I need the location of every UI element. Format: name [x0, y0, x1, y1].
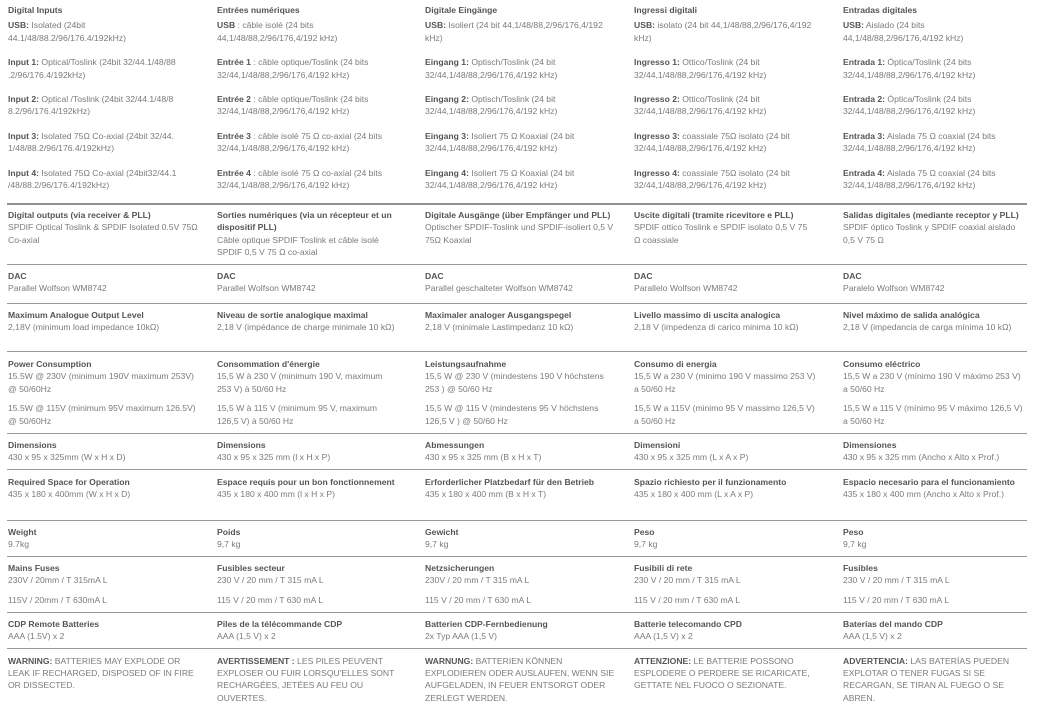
- dac-fr: [217, 270, 399, 295]
- section-value: 2,18 V (minimale Lastimpedanz 10 kΩ): [425, 322, 574, 333]
- input-spec: [634, 19, 816, 44]
- input-spec: [843, 130, 1027, 155]
- section-value: 230 V / 20 mm / T 315 mA L: [634, 575, 741, 586]
- input-label: Eingang 2:: [425, 94, 469, 105]
- input-label: Entrada 2:: [843, 94, 886, 105]
- section-divider: [7, 469, 1027, 470]
- required-space-fr: [217, 476, 399, 501]
- remote-batteries-de: [425, 618, 615, 643]
- section-value: 15,5 W a 115 V (mínimo 95 V máximo 126,5 V) a 50/60 Hz: [843, 403, 1023, 426]
- input-label: USB:: [8, 20, 30, 31]
- input-spec: [425, 167, 615, 192]
- input-value: coassiale 75Ω isolato (24 bit 32/44,1/48/88,2/96/176,4/192 kHz): [634, 130, 790, 154]
- section-heading: Nivel máximo de salida analógica: [843, 310, 980, 320]
- section-heading: DAC: [217, 271, 236, 281]
- weight-en: [8, 526, 198, 551]
- input-value: Optical /Toslink (24bit 32/44.1/48/8 8.2/96/176.4/192kHz): [8, 94, 174, 117]
- section-heading: DAC: [634, 271, 653, 281]
- power-consumption-fr: [217, 358, 399, 427]
- section-value: 435 x 180 x 400 mm (Ancho x Alto x Prof.): [843, 489, 1004, 500]
- section-heading: Digital outputs (via receiver & PLL): [8, 210, 151, 220]
- section-heading: Entrées numériques: [217, 5, 300, 15]
- input-label: Eingang 4:: [425, 167, 469, 178]
- section-value: 230V / 20 mm / T 315 mA L: [425, 575, 530, 586]
- section-value: 2,18V (minimum load impedance 10kΩ): [8, 322, 160, 333]
- input-value: Óptica/Toslink (24 bits 32/44,1/48/88,2/96/176,4/192 kHz): [843, 57, 976, 80]
- section-heading: Peso: [843, 527, 864, 537]
- warning-label: ADVERTENCIA:: [843, 656, 908, 666]
- section-heading: Uscite digitali (tramite ricevitore e PLL): [634, 210, 794, 220]
- input-label: Ingresso 4:: [634, 167, 680, 178]
- warning-body: LE BATTERIE POSSONO ESPLODERE O PERDERE SE RICARICATE, GETTATE NEL FUOCO O SEZIONATE.: [634, 656, 810, 691]
- digital-inputs-it: [634, 4, 816, 191]
- section-heading: Poids: [217, 527, 241, 537]
- dimensions-de: [425, 439, 615, 464]
- input-value: Aislado (24 bits 44,1/48/88,2/96/176,4/192 kHz): [843, 20, 964, 43]
- input-spec: [634, 167, 816, 192]
- section-divider: [7, 303, 1027, 304]
- required-space-it: [634, 476, 816, 501]
- required-space-es: [843, 476, 1027, 501]
- input-label: Eingang 3:: [425, 130, 469, 141]
- input-value: Isoliert (24 bit 44,1/48/88,2/96/176,4/192 kHz): [425, 20, 603, 43]
- section-value: 115 V / 20 mm / T 630 mA L: [634, 594, 741, 605]
- input-value: Ottico/Toslink (24 bit 32/44,1/48/88,2/96/176,4/192 kHz): [634, 94, 767, 117]
- section-heading: Dimensiones: [843, 440, 897, 450]
- section-divider: [7, 203, 1027, 205]
- input-spec: [425, 93, 615, 118]
- power-consumption-it: [634, 358, 816, 427]
- section-value: 2,18 V (impedancia de carga mínima 10 kΩ): [843, 322, 1012, 333]
- input-label: Entrée 4: [217, 167, 251, 178]
- input-value: Isolated 75Ω Co-axial (24bit32/44.1 /48/88.2/96/176.4/192kHz): [8, 167, 177, 191]
- section-heading: Fusibles: [843, 563, 878, 573]
- section-heading: Baterías del mando CDP: [843, 619, 943, 629]
- input-spec: [425, 19, 615, 44]
- input-label: Ingresso 2:: [634, 94, 680, 105]
- input-value: Óptica/Toslink (24 bits 32/44,1/48/88,2/96/176,4/192 kHz): [843, 94, 976, 117]
- section-value: SPDIF ottico Toslink e SPDIF isolato 0,5 V 75 Ω coassiale: [634, 222, 808, 245]
- input-value: : câble isolé (24 bits 44,1/48/88,2/96/176,4/192 kHz): [217, 20, 338, 43]
- input-spec: [634, 130, 816, 155]
- section-heading: Espacio necesario para el funcionamiento: [843, 477, 1015, 487]
- input-value: Optical/Toslink (24bit 32/44.1/48/88 .2/96/176.4/192kHz): [8, 57, 176, 80]
- section-value: SPDIF óptico Toslink y SPDIF coaxial aislado 0,5 V 75 Ω: [843, 222, 1016, 245]
- section-value: 9,7 kg: [217, 539, 241, 550]
- input-label: Entrée 3: [217, 130, 251, 141]
- max-output-level-de: [425, 309, 615, 334]
- input-label: USB:: [634, 20, 656, 31]
- section-divider: [7, 264, 1027, 265]
- input-spec: [217, 93, 399, 118]
- battery-warning-fr: [217, 655, 399, 704]
- section-heading: Consommation d'énergie: [217, 359, 320, 369]
- section-heading: Espace requis pour un bon fonctionnement: [217, 477, 395, 487]
- input-spec: [8, 93, 198, 118]
- digital-inputs-en: [8, 4, 198, 191]
- section-value: AAA (1.5V) x 2: [8, 631, 65, 642]
- section-value: 115V / 20mm / T 630mA L: [8, 594, 107, 605]
- input-spec: [634, 56, 816, 81]
- mains-fuses-fr: [217, 562, 399, 606]
- section-heading: DAC: [425, 271, 444, 281]
- input-spec: [8, 56, 198, 81]
- mains-fuses-es: [843, 562, 1027, 606]
- warning-text: [217, 655, 399, 704]
- input-spec: [843, 93, 1027, 118]
- input-label: USB: [217, 20, 236, 31]
- digital-outputs-de: [425, 209, 615, 246]
- warning-text: [634, 655, 816, 692]
- warning-body: BATTERIEN KÖNNEN EXPLODIEREN ODER AUSLAUFEN, WENN SIE AUFGELADEN, IN FEUER ENTSORGT ODER ZERLEGT WERDEN.: [425, 656, 615, 703]
- section-heading: Digitale Ausgänge (über Empfänger und PLL): [425, 210, 611, 220]
- weight-es: [843, 526, 1027, 551]
- section-divider: [7, 648, 1027, 649]
- input-label: Ingresso 3:: [634, 130, 680, 141]
- input-value: : câble optique/Toslink (24 bits 32/44,1/48/88,2/96/176,4/192 kHz): [217, 57, 369, 80]
- section-value: 15.5W @ 115V (minimum 95V maximum 126.5V) @ 50/60Hz: [8, 403, 196, 426]
- section-heading: Digital Inputs: [8, 5, 63, 15]
- mains-fuses-de: [425, 562, 615, 606]
- section-heading: Weight: [8, 527, 37, 537]
- input-value: : câble isolé 75 Ω co-axial (24 bits 32/44,1/48/88,2/96/176,4/192 kHz): [217, 167, 383, 191]
- section-heading: Salidas digitales (mediante receptor y PLL): [843, 210, 1019, 220]
- section-value: 15,5 W à 230 V (minimum 190 V, maximum 253 V) à 50/60 Hz: [217, 371, 383, 394]
- section-heading: Peso: [634, 527, 655, 537]
- section-heading: Power Consumption: [8, 359, 92, 369]
- warning-label: WARNING:: [8, 656, 53, 666]
- section-value: 2x Typ AAA (1,5 V): [425, 631, 497, 642]
- section-divider: [7, 556, 1027, 557]
- input-spec: [217, 56, 399, 81]
- section-heading: Abmessungen: [425, 440, 485, 450]
- dimensions-en: [8, 439, 198, 464]
- input-label: Entrée 2: [217, 94, 251, 105]
- input-value: Optisch/Toslink (24 bit 32/44,1/48/88,2/96/176,4/192 kHz): [425, 94, 558, 117]
- section-heading: Niveau de sortie analogique maximal: [217, 310, 368, 320]
- section-heading: Fusibles secteur: [217, 563, 285, 573]
- dac-it: [634, 270, 816, 295]
- weight-it: [634, 526, 816, 551]
- section-value: 430 x 95 x 325mm (W x H x D): [8, 452, 126, 463]
- digital-outputs-en: [8, 209, 198, 246]
- section-value: 430 x 95 x 325 mm (L x A x P): [634, 452, 749, 463]
- warning-label: AVERTISSEMENT :: [217, 656, 295, 666]
- section-heading: Dimensioni: [634, 440, 681, 450]
- dac-de: [425, 270, 615, 295]
- section-heading: Entradas digitales: [843, 5, 918, 15]
- input-label: Input 2:: [8, 94, 40, 105]
- mains-fuses-it: [634, 562, 816, 606]
- power-consumption-es: [843, 358, 1027, 427]
- digital-inputs-de: [425, 4, 615, 191]
- section-value: 230 V / 20 mm / T 315 mA L: [843, 575, 950, 586]
- section-value: Optischer SPDIF-Toslink und SPDIF-isoliert 0,5 V 75Ω Koaxial: [425, 222, 614, 245]
- section-value: 435 x 180 x 400mm (W x H x D): [8, 489, 131, 500]
- dimensions-fr: [217, 439, 399, 464]
- section-value: 15,5 W a 115V (minimo 95 V massimo 126,5 V) a 50/60 Hz: [634, 403, 815, 426]
- input-value: isolato (24 bit 44,1/48/88,2/96/176,4/192 kHz): [634, 20, 812, 43]
- input-label: USB:: [425, 20, 447, 31]
- input-label: Eingang 1:: [425, 57, 469, 68]
- input-spec: [217, 167, 399, 192]
- input-value: Ottico/Toslink (24 bit 32/44,1/48/88,2/96/176,4/192 kHz): [634, 57, 767, 80]
- section-heading: Dimensions: [217, 440, 266, 450]
- section-heading: Required Space for Operation: [8, 477, 130, 487]
- power-consumption-en: [8, 358, 198, 427]
- section-heading: Maximaler analoger Ausgangspegel: [425, 310, 572, 320]
- remote-batteries-fr: [217, 618, 399, 643]
- section-heading: Netzsicherungen: [425, 563, 495, 573]
- input-spec: [843, 167, 1027, 192]
- section-divider: [7, 351, 1027, 352]
- input-value: Isolated (24bit 44.1/48/88.2/96/176.4/192kHz): [8, 20, 127, 43]
- section-value: Parallel Wolfson WM8742: [217, 283, 316, 294]
- input-spec: [634, 93, 816, 118]
- section-value: 430 x 95 x 325 mm (l x H x P): [217, 452, 331, 463]
- warning-body: LAS BATERÍAS PUEDEN EXPLOTAR O TENER FUGAS SI SE RECARGAN, SE TIRAN AL FUEGO O SE ABREN.: [843, 656, 1010, 703]
- input-label: Input 3:: [8, 130, 40, 141]
- section-heading: DAC: [843, 271, 862, 281]
- section-heading: Digitale Eingänge: [425, 5, 498, 15]
- input-value: Aislada 75 Ω coaxial (24 bits 32/44,1/48/88,2/96/176,4/192 kHz): [843, 130, 996, 154]
- section-divider: [7, 612, 1027, 613]
- input-spec: [425, 56, 615, 81]
- input-label: Input 4:: [8, 167, 40, 178]
- warning-text: [843, 655, 1027, 704]
- battery-warning-de: [425, 655, 615, 704]
- warning-label: ATTENZIONE:: [634, 656, 692, 666]
- section-value: 9,7 kg: [634, 539, 658, 550]
- section-value: AAA (1,5 V) x 2: [843, 631, 902, 642]
- input-spec: [8, 19, 198, 44]
- battery-warning-en: [8, 655, 198, 692]
- input-spec: [8, 167, 198, 192]
- section-heading: CDP Remote Batteries: [8, 619, 100, 629]
- section-value: 435 x 180 x 400 mm (l x H x P): [217, 489, 335, 500]
- section-value: 115 V / 20 mm / T 630 mA L: [425, 594, 532, 605]
- input-label: Ingresso 1:: [634, 57, 680, 68]
- section-value: 435 x 180 x 400 mm (L x A x P): [634, 489, 754, 500]
- input-label: USB:: [843, 20, 865, 31]
- input-label: Entrée 1: [217, 57, 251, 68]
- warning-label: WARNUNG:: [425, 656, 474, 666]
- section-heading: Spazio richiesto per il funzionamento: [634, 477, 787, 487]
- section-value: 9,7 kg: [843, 539, 867, 550]
- section-value: 15,5 W @ 230 V (mindestens 190 V höchstens 253 ) @ 50/60 Hz: [425, 371, 604, 394]
- section-heading: Maximum Analogue Output Level: [8, 310, 144, 320]
- remote-batteries-es: [843, 618, 1027, 643]
- section-heading: Erforderlicher Platzbedarf für den Betrieb: [425, 477, 595, 487]
- section-heading: Dimensions: [8, 440, 57, 450]
- input-value: coassiale 75Ω isolato (24 bit 32/44,1/48/88,2/96/176,4/192 kHz): [634, 167, 790, 191]
- section-value: 115 V / 20 mm / T 630 mA L: [217, 594, 324, 605]
- warning-body: BATTERIES MAY EXPLODE OR LEAK IF RECHARGED, DISPOSED OF IN FIRE OR DISSECTED.: [8, 656, 194, 691]
- section-value: Parallelo Wolfson WM8742: [634, 283, 738, 294]
- dimensions-es: [843, 439, 1027, 464]
- input-value: Optisch/Toslink (24 bit 32/44,1/48/88,2/96/176,4/192 kHz): [425, 57, 558, 80]
- input-value: : câble isolé 75 Ω co-axial (24 bits 32/44,1/48/88,2/96/176,4/192 kHz): [217, 130, 383, 154]
- power-consumption-de: [425, 358, 615, 427]
- input-value: Isoliert 75 Ω Koaxial (24 bit 32/44,1/48/88,2/96/176,4/192 kHz): [425, 167, 575, 191]
- max-output-level-es: [843, 309, 1027, 334]
- digital-inputs-es: [843, 4, 1027, 191]
- section-heading: Fusibili di rete: [634, 563, 693, 573]
- section-value: 430 x 95 x 325 mm (Ancho x Alto x Prof.): [843, 452, 1000, 463]
- remote-batteries-it: [634, 618, 816, 643]
- max-output-level-en: [8, 309, 198, 334]
- section-heading: Sorties numériques (via un récepteur et un dispositif PLL): [217, 210, 392, 233]
- required-space-en: [8, 476, 198, 501]
- section-value: 430 x 95 x 325 mm (B x H x T): [425, 452, 542, 463]
- remote-batteries-en: [8, 618, 198, 643]
- section-value: 435 x 180 x 400 mm (B x H x T): [425, 489, 547, 500]
- section-heading: Gewicht: [425, 527, 459, 537]
- warning-body: LES PILES PEUVENT EXPLOSER OU FUIR LORSQU'ELLES SONT RECHARGÉES, JETÉES AU FEU OU OUVERTES.: [217, 656, 395, 703]
- input-label: Entrada 1:: [843, 57, 886, 68]
- section-value: 15,5 W a 230 V (mínimo 190 V máximo 253 V) a 50/60 Hz: [843, 371, 1021, 394]
- input-value: Aislada 75 Ω coaxial (24 bits 32/44,1/48/88,2/96/176,4/192 kHz): [843, 167, 996, 191]
- section-heading: Mains Fuses: [8, 563, 60, 573]
- section-heading: Batterien CDP-Fernbedienung: [425, 619, 548, 629]
- input-spec: [8, 130, 198, 155]
- section-value: Câble optique SPDIF Toslink et câble isolé SPDIF 0,5 V 75 Ω co-axial: [217, 234, 379, 258]
- input-spec: [843, 56, 1027, 81]
- input-value: Isoliert 75 Ω Koaxial (24 bit 32/44,1/48/88,2/96/176,4/192 kHz): [425, 130, 575, 154]
- section-heading: Livello massimo di uscita analogica: [634, 310, 781, 320]
- input-label: Input 1:: [8, 57, 40, 68]
- battery-warning-it: [634, 655, 816, 692]
- section-value: SPDIF Optical Toslink & SPDIF Isolated 0.5V 75Ω Co-axial: [8, 222, 198, 245]
- section-value: AAA (1,5 V) x 2: [217, 631, 276, 642]
- section-value: 2,18 V (impédance de charge minimale 10 kΩ): [217, 322, 395, 333]
- dac-es: [843, 270, 1027, 295]
- section-heading: Leistungsaufnahme: [425, 359, 507, 369]
- section-heading: Consumo di energia: [634, 359, 717, 369]
- section-heading: DAC: [8, 271, 27, 281]
- input-spec: [217, 130, 399, 155]
- section-value: Parallel geschalteter Wolfson WM8742: [425, 283, 573, 294]
- section-value: Paralelo Wolfson WM8742: [843, 283, 945, 294]
- section-heading: Piles de la télécommande CDP: [217, 619, 343, 629]
- section-value: 15,5 W a 230 V (minimo 190 V massimo 253 V) a 50/60 Hz: [634, 371, 816, 394]
- section-heading: Batterie telecomando CPD: [634, 619, 742, 629]
- section-heading: Consumo eléctrico: [843, 359, 921, 369]
- section-value: 2,18 V (impedenza di carico minima 10 kΩ): [634, 322, 799, 333]
- warning-text: [8, 655, 198, 692]
- input-label: Entrada 3:: [843, 130, 886, 141]
- digital-outputs-fr: [217, 209, 399, 259]
- max-output-level-fr: [217, 309, 399, 334]
- required-space-de: [425, 476, 615, 501]
- digital-outputs-es: [843, 209, 1027, 246]
- digital-inputs-fr: [217, 4, 399, 191]
- input-value: : câble optique/Toslink (24 bits 32/44,1/48/88,2/96/176,4/192 kHz): [217, 94, 369, 117]
- section-value: 230V / 20mm / T 315mA L: [8, 575, 108, 586]
- weight-de: [425, 526, 615, 551]
- input-spec: [843, 19, 1027, 44]
- max-output-level-it: [634, 309, 816, 334]
- input-spec: [425, 130, 615, 155]
- weight-fr: [217, 526, 399, 551]
- section-divider: [7, 520, 1027, 521]
- section-value: 230 V / 20 mm / T 315 mA L: [217, 575, 324, 586]
- section-value: 9,7 kg: [425, 539, 449, 550]
- section-value: 15.5W @ 230V (minimum 190V maximum 253V) @ 50/60Hz: [8, 371, 194, 394]
- section-value: 115 V / 20 mm / T 630 mA L: [843, 594, 950, 605]
- section-value: 9.7kg: [8, 539, 30, 550]
- input-value: Isolated 75Ω Co-axial (24bit 32/44. 1/48/88.2/96/176.4/192kHz): [8, 130, 174, 154]
- dimensions-it: [634, 439, 816, 464]
- input-label: Entrada 4:: [843, 167, 886, 178]
- warning-text: [425, 655, 615, 704]
- dac-en: [8, 270, 198, 295]
- section-value: Parallel Wolfson WM8742: [8, 283, 107, 294]
- section-value: 15,5 W à 115 V (minimum 95 V, maximum 126,5 V) à 50/60 Hz: [217, 403, 377, 426]
- input-spec: [217, 19, 399, 44]
- section-heading: Ingressi digitali: [634, 5, 698, 15]
- battery-warning-es: [843, 655, 1027, 704]
- section-value: AAA (1,5 V) x 2: [634, 631, 693, 642]
- digital-outputs-it: [634, 209, 816, 246]
- section-value: 15,5 W @ 115 V (mindestens 95 V höchstens 126,5 V ) @ 50/60 Hz: [425, 403, 599, 426]
- mains-fuses-en: [8, 562, 198, 606]
- section-divider: [7, 433, 1027, 434]
